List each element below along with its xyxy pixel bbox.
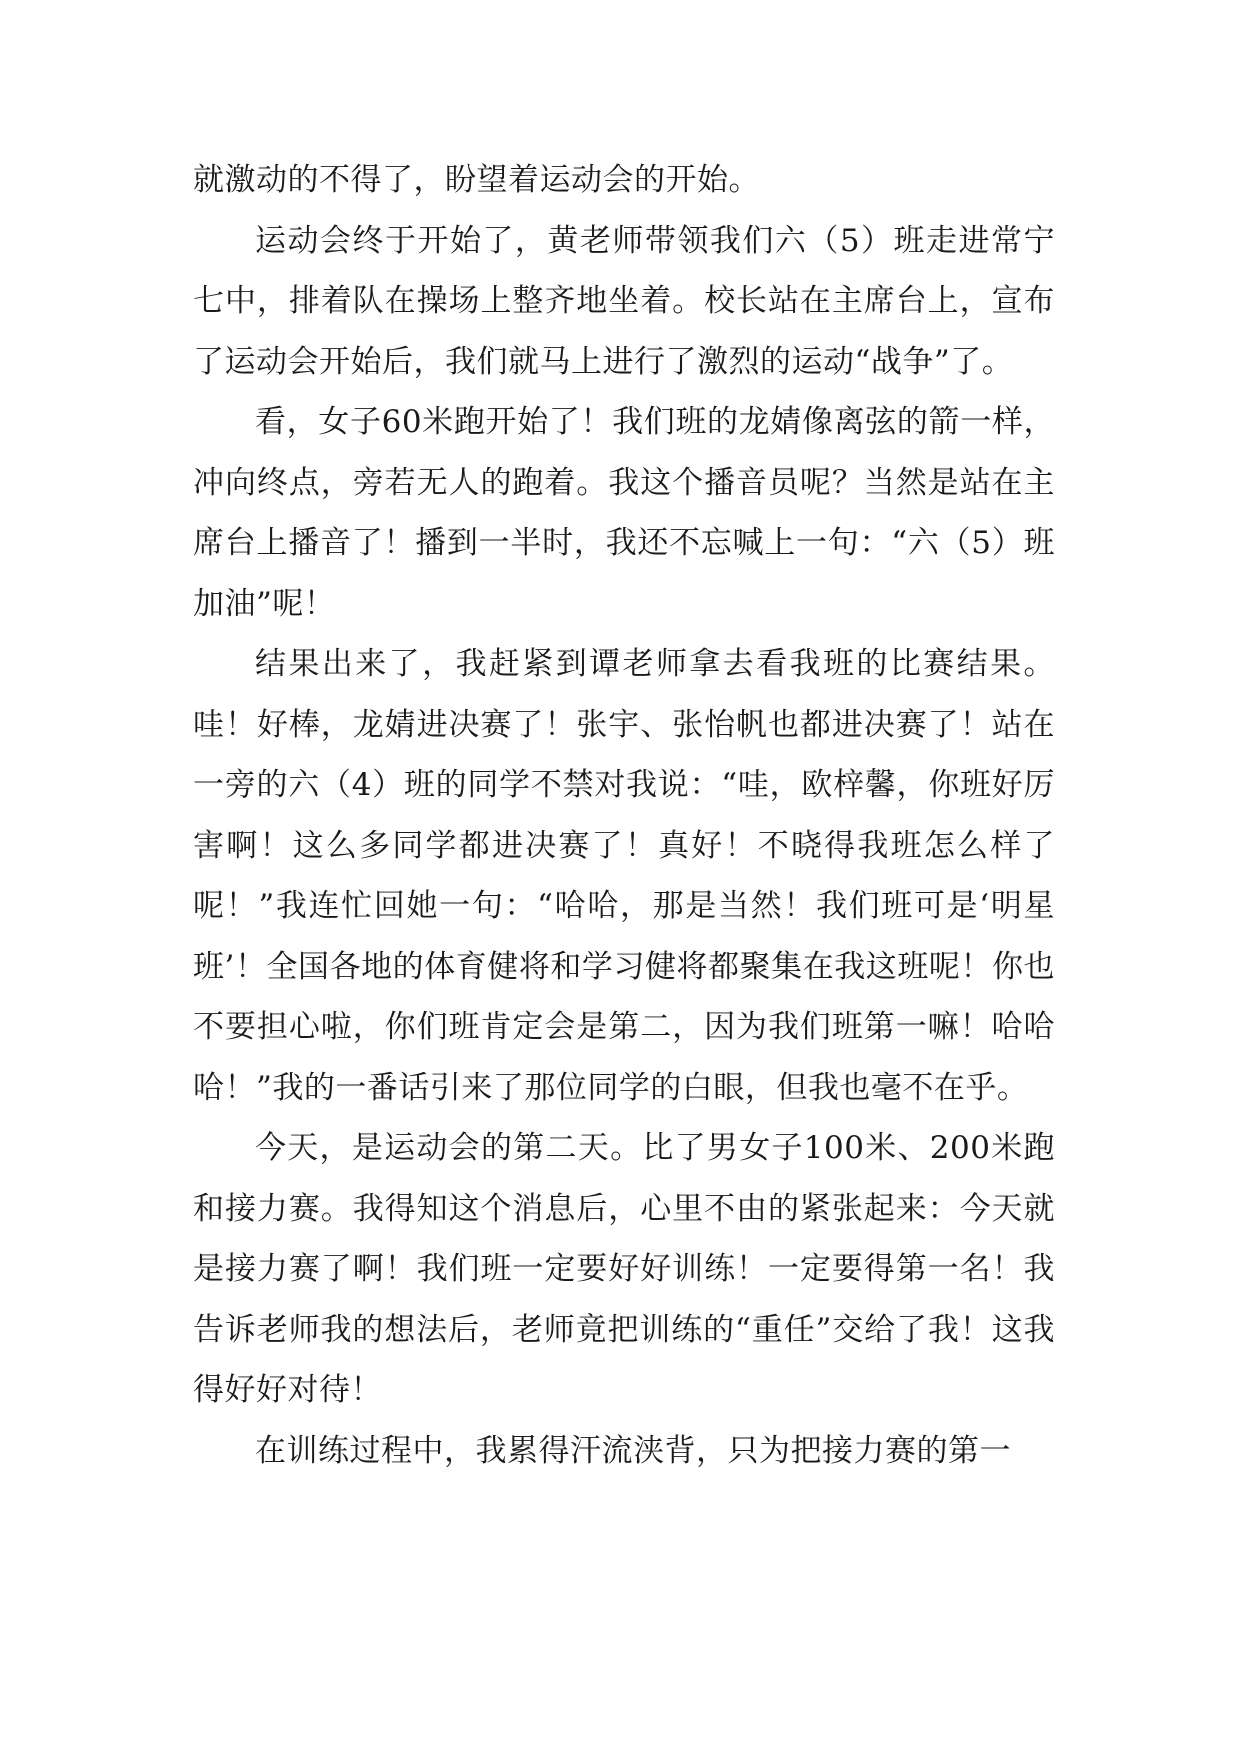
document-page [193, 150, 1055, 1481]
paragraph-6: 在训练过程中，我累得汗流浃背，只为把接力赛的第一 [255, 1432, 1011, 1469]
paragraph-5: 今天，是运动会的第二天。比了男女子100米、200米跑和接力赛。我得知这个消息后，心里不由的紧张起来：今天就是接力赛了啊！我们班一定要好好训练！一定要得第一名！我告诉老师我的想法后，老师竟把训练的“重任”交给了我！这我得好好对待！ [193, 1130, 1055, 1408]
paragraph-3: 看，女子60米跑开始了！我们班的龙婧像离弦的箭一样，冲向终点，旁若无人的跑着。我这个播音员呢？当然是站在主席台上播音了！播到一半时，我还不忘喊上一句：“六（5）班加油”呢！ [193, 404, 1055, 622]
paragraph-2: 运动会终于开始了，黄老师带领我们六（5）班走进常宁七中，排着队在操场上整齐地坐着。校长站在主席台上，宣布了运动会开始后，我们就马上进行了激烈的运动“战争”了。 [193, 222, 1055, 380]
paragraph-4: 结果出来了，我赶紧到谭老师拿去看我班的比赛结果。哇！好棒，龙婧进决赛了！张宇、张怡帆也都进决赛了！站在一旁的六（4）班的同学不禁对我说：“哇，欧梓馨，你班好厉害啊！这么多同学都进决赛了！真好！不晓得我班怎么样了呢！”我连忙回她一句：“哈哈，那是当然！我们班可是‘明星班’！全国各地的体育健将和学习健将都聚集在我这班呢！你也不要担心啦，你们班肯定会是第二，因为我们班第一嘛！哈哈哈！”我的一番话引来了那位同学的白眼，但我也毫不在乎。 [193, 646, 1055, 1106]
paragraph-1: 就激动的不得了，盼望着运动会的开始。 [193, 162, 760, 198]
